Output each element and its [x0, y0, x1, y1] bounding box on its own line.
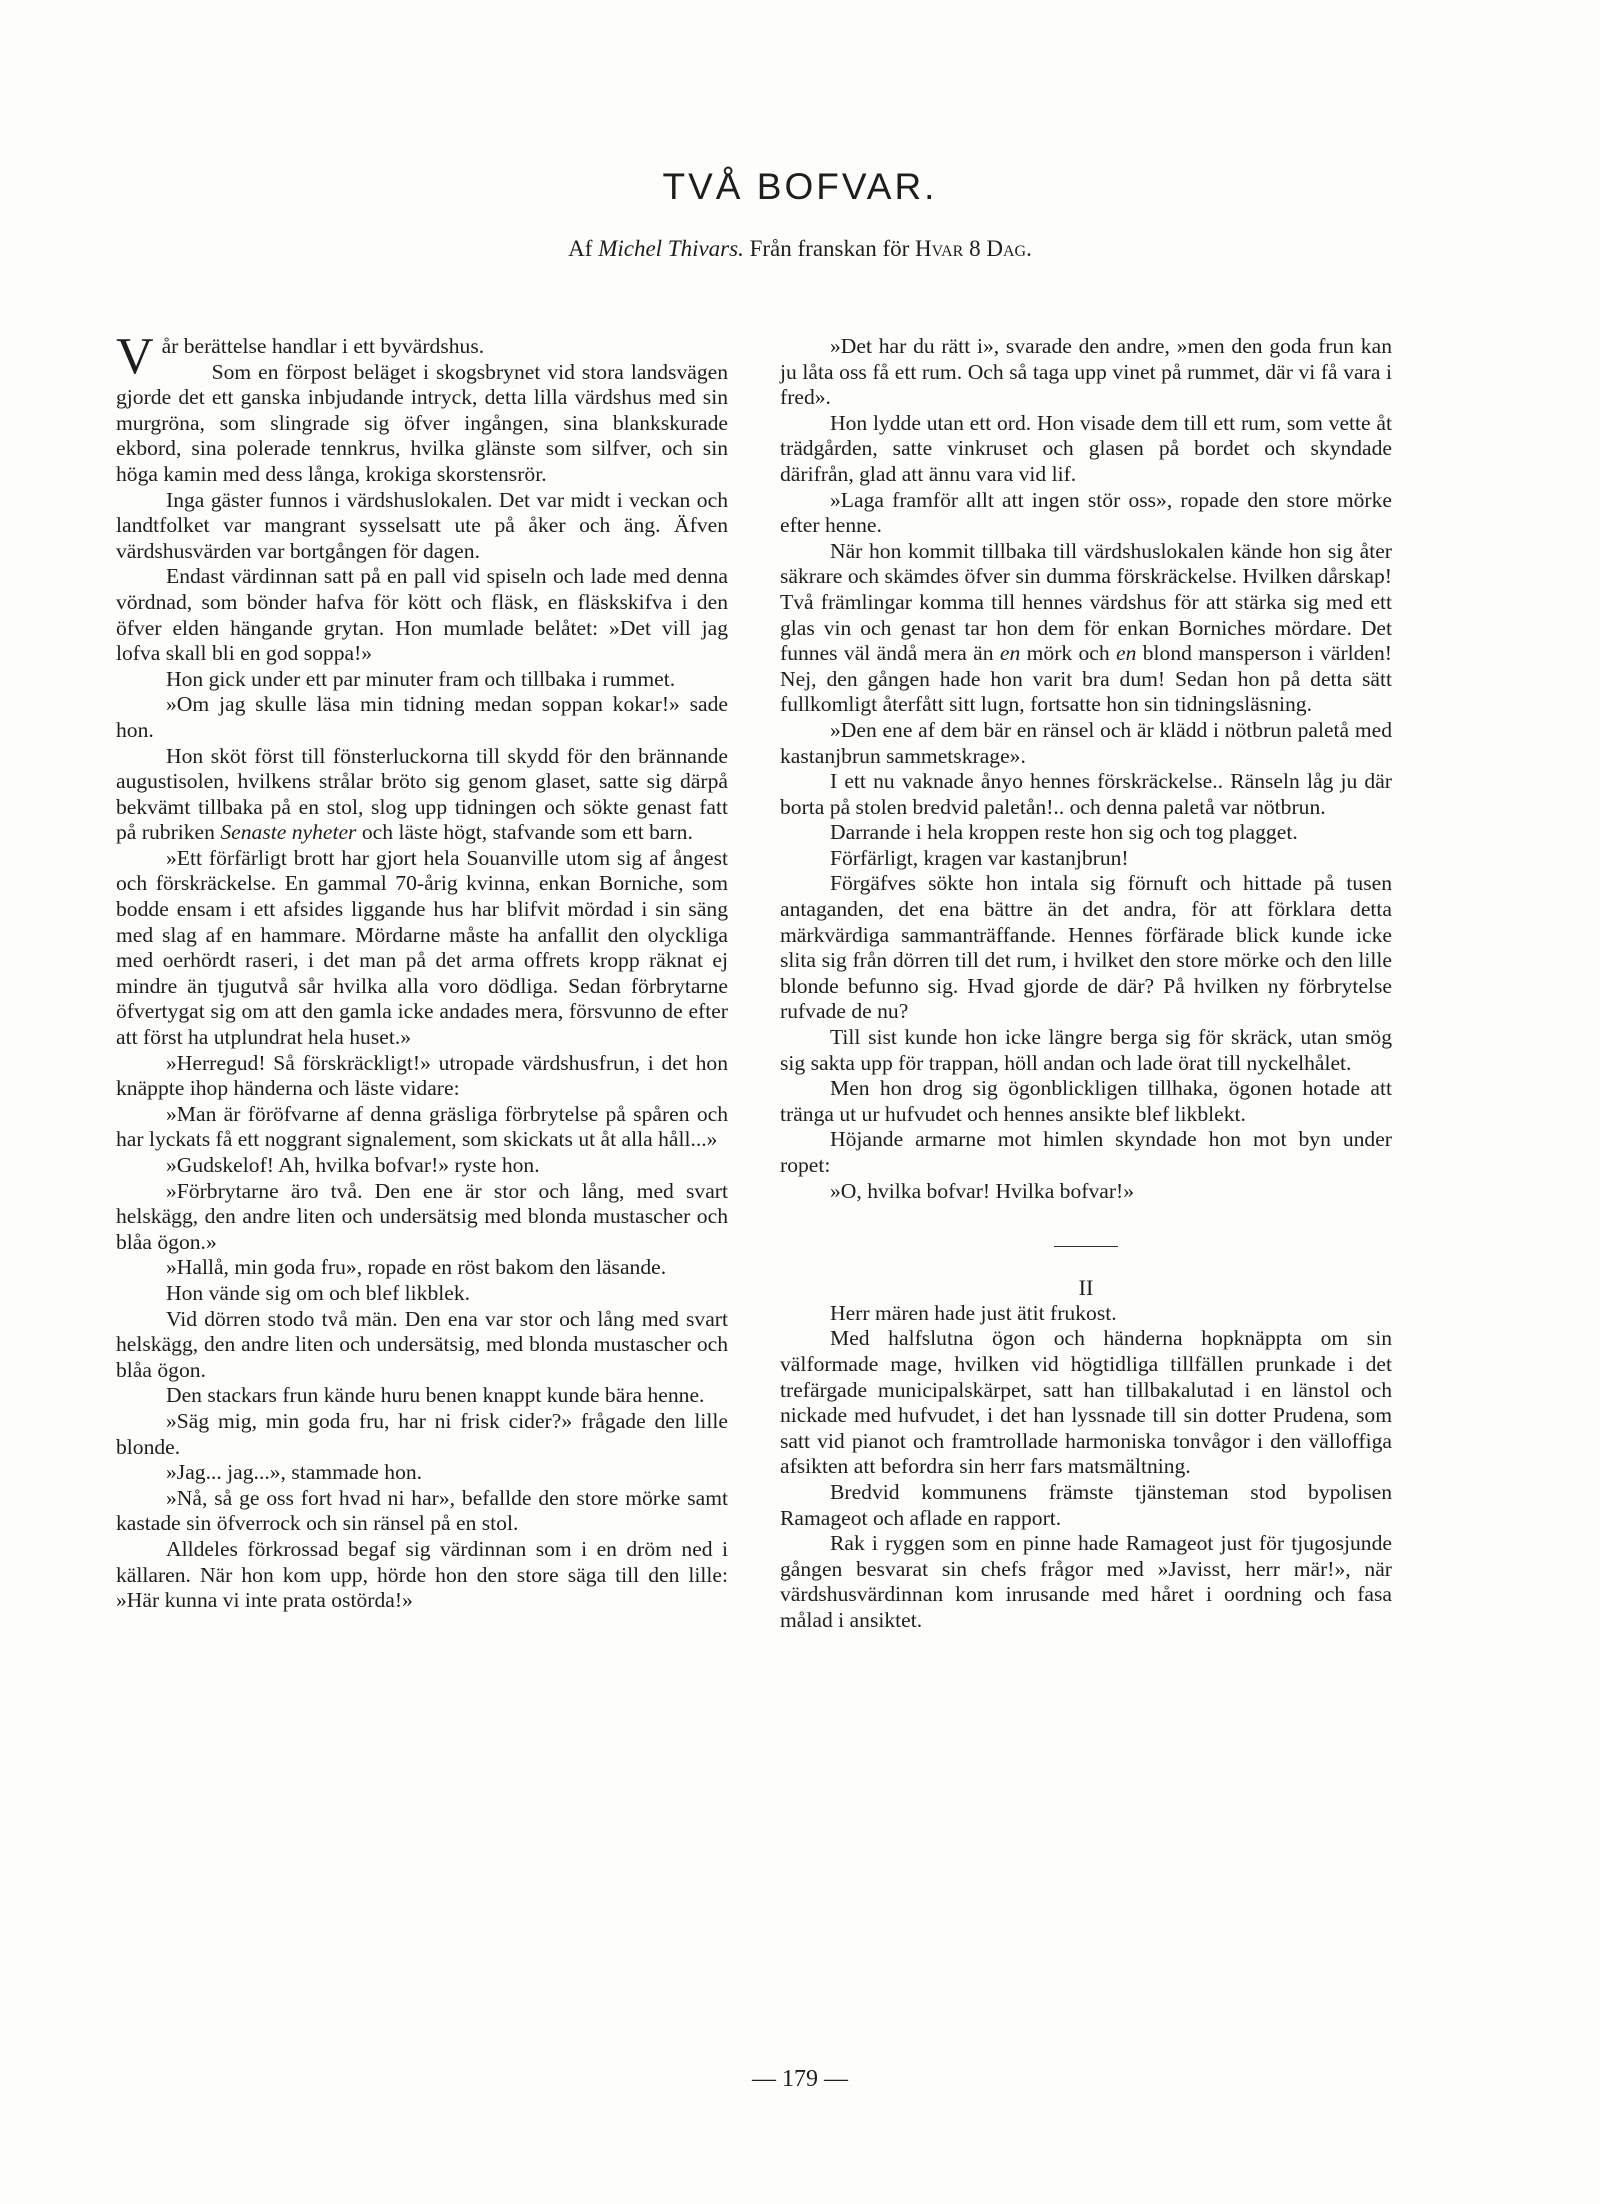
paragraph: När hon kommit tillbaka till värdshuslokalen kände hon sig åter säkrare och skämdes öfver sin dumma förskräckelse. Hvilken dårskap! Två främlingar komma till hennes värdshus för att stärka sig med ett glas vin och genast tar hon dem för enkan Borniches mördare. Det funnes väl ändå mera än en mörk och en blond mansperson i världen! Nej, den gången hade hon varit bra dum! Sedan hon på detta sätt fullkomligt återfått sitt lugn, fortsatte hon sin tidningsläsning. — [780, 538, 1393, 717]
paragraph: Höjande armarne mot himlen skyndade hon mot byn under ropet: — [780, 1127, 1392, 1177]
paragraph: »Hallå, min goda fru», ropade en röst bakom den läsande. — [166, 1255, 667, 1280]
paragraph: »Laga framför allt att ingen stör oss», ropade den store mörke efter henne. — [780, 487, 1392, 538]
paragraph: »Förbrytarne äro två. Den ene är stor och lång, med svart helskägg, den andre liten och undersätsig med blonda mustascher och blåa ögon.» — [116, 1178, 728, 1254]
magazine-name: Hvar 8 Dag. — [915, 236, 1032, 261]
paragraph: Alldeles förkrossad begaf sig värdinnan som i en dröm ned i källaren. När hon kom upp, hörde hon den store säga till den lille: »Här kunna vi inte prata ostörda!» — [116, 1536, 728, 1613]
paragraph: Med halfslutna ögon och händerna hopknäppta om sin välformade mage, hvilken vid högtidliga tillfällen prunkade i det trefärgade municipalskärpet, satt han tillbakalutad i en länstol och nickade med hufvudet, i det han lyssnade till sin dotter Prudena, som satt vid pianot och framtrollade harmoniska tonvågor i den välloffiga afsikten att befordra sin herr fars matsmältning. — [780, 1326, 1392, 1479]
paragraph: Förgäfves sökte hon intala sig förnuft och hittade på tusen antaganden, det ena bättre än det andra, för att förklara detta märkvärdiga sammanträffande. Hennes förfärade blick kunde icke slita sig från dörren till det rum, i hvilket den store mörke och den lille blonde befunno sig. Hvad gjorde de där? På hvilken ny förbrytelse rufvade de nu? — [780, 871, 1392, 1024]
paragraph: »Jag... jag...», stammade hon. — [166, 1460, 423, 1485]
paragraph: »Om jag skulle läsa min tidning medan soppan kokar!» sade hon. — [116, 692, 728, 742]
byline-middle: Från franskan för — [749, 236, 910, 261]
paragraph: Hon sköt först till fönsterluckorna till skydd för den brännande augustisolen, hvilkens strålar bröto sig genom glaset, satte sig därpå bekvämt tillbaka på en stol, slog upp tidningen och sökte genast fatt på rubriken Senaste nyheter och läste högt, stafvande som ett barn. — [116, 743, 728, 845]
paragraph: »Det har du rätt i», svarade den andre, »men den goda frun kan ju låta oss få ett rum. Och så taga upp vinet på rummet, där vi få vara i fred». — [780, 334, 1392, 410]
drop-cap: V — [116, 328, 154, 385]
paragraph: »Den ene af dem bär en ränsel och är klädd i nötbrun paletå med kastanjbrun sammetskrage». — [780, 717, 1392, 768]
paragraph: »Säg mig, min goda fru, har ni frisk cider?» frågade den lille blonde. — [116, 1408, 728, 1459]
paragraph: Den stackars frun kände huru benen knappt kunde bära henne. — [166, 1383, 705, 1408]
paragraph: Hon gick under ett par minuter fram och tillbaka i rummet. — [166, 666, 676, 691]
paragraph: Till sist kunde hon icke längre berga sig för skräck, utan smög sig sakta upp för trappan, höll andan och lade örat till nyckelhålet. — [780, 1025, 1392, 1075]
paragraph — [116, 328, 728, 385]
article-byline — [0, 236, 1600, 262]
paragraph: Hon vände sig om och blef likblek. — [166, 1280, 471, 1305]
paragraph: Endast värdinnan satt på en pall vid spiseln och lade med denna vördnad, som bönder hafva för kött och fläsk, en fläskskifva i den öfver elden hängande grytan. Hon mumlade belåtet: »Det vill jag lofva skall bli en god soppa!» — [116, 564, 728, 666]
section-divider — [1054, 1246, 1118, 1247]
paragraph: Förfärligt, kragen var kastanjbrun! — [830, 845, 1129, 870]
paragraph: Hon lydde utan ett ord. Hon visade dem till ett rum, som vette åt trädgården, satte vinkruset och glasen på bordet och skyndade därifrån, glad att ännu vara vid lif. — [780, 410, 1392, 486]
article-title: TVÅ BOFVAR. — [662, 166, 938, 207]
byline-prefix: Af — [568, 236, 593, 261]
paragraph: »Man är föröfvarne af denna gräsliga förbrytelse på spåren och har lyckats få ett noggrant signalement, som skickats ut åt alla håll...» — [116, 1101, 728, 1152]
word-emphasis: en — [999, 641, 1021, 666]
page-number: — 179 — — [752, 2066, 848, 2092]
paragraph: Rak i ryggen som en pinne hade Ramageot just för tjugosjunde gången besvarat sin chefs frågor med »Javisst, herr mär!», när värdshusvärdinnan kom inrusande med håret i oordning och fasa målad i ansiktet. — [780, 1531, 1392, 1632]
paragraph: »Ett förfärligt brott har gjort hela Souanville utom sig af ångest och förskräckelse. En gammal 70-årig kvinna, enkan Borniche, som bodde ensam i ett afsides liggande hus har blifvit mördad i sin säng med slag af en hammare. Mördarne måste ha anfallit den olyckliga med oerhördt raseri, i det man på det arma offrets kropp räknat ej mindre än tjugutvå sår hvilka alla voro dödliga. Sedan förbrytarne öfvertygat sig om att den gamla icke andades mera, försvunno de efter att först ha utplundrat hela huset.» — [116, 845, 728, 1050]
paragraph-text: år berättelse handlar i ett byvärdshus. — [161, 334, 485, 358]
rubric-emphasis: Senaste nyheter — [220, 820, 357, 845]
paragraph: Inga gäster funnos i värdshuslokalen. Det var midt i veckan och landtfolket var mangrant sysselsatt ute på åker och äng. Äfven värdshusvärden var bortgången för dagen. — [116, 487, 728, 563]
paragraph: I ett nu vaknade ånyo hennes förskräckelse.. Ränseln låg ju där borta på stolen bredvid paletån!.. och denna paletå var nötbrun. — [780, 769, 1392, 819]
paragraph: Herr mären hade just ätit frukost. — [830, 1300, 1117, 1325]
paragraph: Vid dörren stodo två män. Den ena var stor och lång med svart helskägg, den andre liten och undersätsig, med blonda mustascher och blåa ögon. — [116, 1306, 728, 1382]
paragraph: Men hon drog sig ögonblickligen tillhaka, ögonen hotade att tränga ut ur hufvudet och hennes ansikte blef likblekt. — [780, 1076, 1392, 1126]
author-name: Michel Thivars. — [598, 236, 744, 261]
paragraph: »Herregud! Så förskräckligt!» utropade värdshusfrun, i det hon knäppte ihop händerna och läste vidare: — [116, 1050, 728, 1101]
paragraph: »Gudskelof! Ah, hvilka bofvar!» ryste hon. — [166, 1153, 540, 1177]
paragraph: »O, hvilka bofvar! Hvilka bofvar!» — [830, 1178, 1135, 1203]
left-column — [116, 328, 728, 1614]
right-column — [780, 334, 1392, 1634]
paragraph: Bredvid kommunens främste tjänsteman stod bypolisen Ramageot och aflade en rapport. — [780, 1479, 1392, 1530]
paragraph: Darrande i hela kroppen reste hon sig och tog plagget. — [830, 820, 1298, 845]
word-emphasis: en — [1116, 641, 1137, 666]
section-number: II — [1078, 1275, 1094, 1301]
paragraph: »Nå, så ge oss fort hvad ni har», befallde den store mörke samt kastade sin öfverrock och sin ränsel på en stol. — [116, 1485, 728, 1536]
paragraph: Som en förpost beläget i skogsbrynet vid stora landsvägen gjorde det ett ganska inbjudande intryck, detta lilla värdshus med sin murgröna, som slingrade sig öfver ingången, sina blankskurade ekbord, sina polerade tennkrus, hvilka glänste som silfver, och sin höga kamin med dess långa, krokiga skorstensrör. — [116, 359, 728, 486]
